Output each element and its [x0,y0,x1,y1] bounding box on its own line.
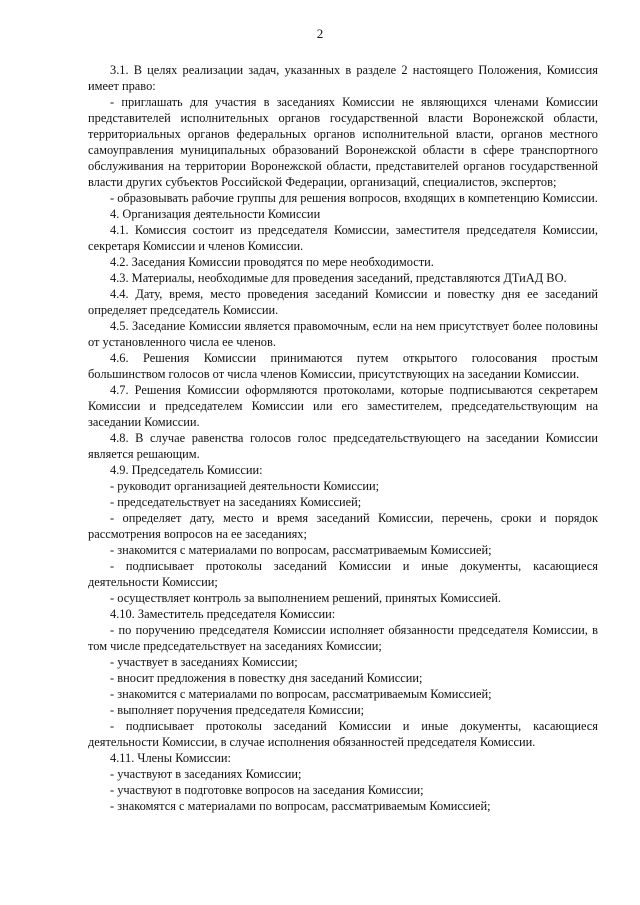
list-item-members-2: - участвуют в подготовке вопросов на заседания Комиссии; [110,783,424,797]
list-item-deputy-2: - участвует в заседаниях Комиссии; [110,655,298,669]
paragraph-4-1: 4.1. Комиссия состоит из председателя Комиссии, заместителя председателя Комиссии, секретаря Комиссии и членов Комиссии. [88,223,598,253]
paragraph-4-11: 4.11. Члены Комиссии: [110,751,231,765]
paragraph-4-3: 4.3. Материалы, необходимые для проведения заседаний, представляются ДТиАД ВО. [110,271,567,285]
list-item-members-1: - участвуют в заседаниях Комиссии; [110,767,302,781]
list-item-chair-5: - подписывает протоколы заседаний Комиссии и иные документы, касающиеся деятельности Комиссии; [88,559,598,589]
list-item-deputy-4: - знакомится с материалами по вопросам, рассматриваемым Комиссией; [110,687,492,701]
paragraph-4-7: 4.7. Решения Комиссии оформляются протоколами, которые подписываются секретарем Комиссии и председателем Комиссии или его заместителем, председательствующим на заседании Комиссии. [88,383,598,429]
paragraph-4-10: 4.10. Заместитель председателя Комиссии: [110,607,336,621]
paragraph-4-8: 4.8. В случае равенства голосов голос председательствующего на заседании Комиссии является решающим. [88,431,598,461]
paragraph-3-1: 3.1. В целях реализации задач, указанных в разделе 2 настоящего Положения, Комиссия имеет право: [88,63,598,93]
list-item-chair-2: - председательствует на заседаниях Комиссией; [110,495,362,509]
paragraph-4-4: 4.4. Дату, время, место проведения заседаний Комиссии и повестку дня ее заседаний определяет председатель Комиссии. [88,287,598,317]
list-item-chair-4: - знакомится с материалами по вопросам, рассматриваемым Комиссией; [110,543,492,557]
paragraph-4-2: 4.2. Заседания Комиссии проводятся по мере необходимости. [110,255,434,269]
list-item-chair-1: - руководит организацией деятельности Комиссии; [110,479,380,493]
paragraph-right-working-groups: - образовывать рабочие группы для решения вопросов, входящих в компетенцию Комиссии. [110,191,598,205]
section-heading-4: 4. Организация деятельности Комиссии [110,207,321,221]
list-item-deputy-3: - вносит предложения в повестку дня заседаний Комиссии; [110,671,423,685]
paragraph-4-9: 4.9. Председатель Комиссии: [110,463,263,477]
paragraph-4-6: 4.6. Решения Комиссии принимаются путем открытого голосования простым большинством голосов от числа членов Комиссии, присутствующих на заседании Комиссии. [88,351,598,381]
document-body [88,62,598,814]
paragraph-right-invite: - приглашать для участия в заседаниях Комиссии не являющихся членами Комиссии представителей исполнительных органов государственной власти Воронежской области, территориальных органов федеральных органов исполнительной власти, органов местного самоуправления муниципальных образований Воронежской области в сфере транспортного обслуживания на территории Воронежской области, представителей органов государственной власти других субъектов Российской Федерации, организаций, специалистов, экспертов; [88,95,598,189]
list-item-deputy-1: - по поручению председателя Комиссии исполняет обязанности председателя Комиссии, в том числе председательствует на заседаниях Комиссии; [88,623,598,653]
list-item-chair-3: - определяет дату, место и время заседаний Комиссии, перечень, сроки и порядок рассмотрения вопросов на ее заседаниях; [88,511,598,541]
list-item-members-3: - знакомятся с материалами по вопросам, рассматриваемым Комиссией; [110,799,491,813]
list-item-deputy-5: - выполняет поручения председателя Комиссии; [110,703,365,717]
paragraph-4-5: 4.5. Заседание Комиссии является правомочным, если на нем присутствует более половины от установленного числа ее членов. [88,319,598,349]
page-number: 2 [316,26,324,41]
list-item-chair-6: - осуществляет контроль за выполнением решений, принятых Комиссией. [110,591,501,605]
list-item-deputy-6: - подписывает протоколы заседаний Комиссии и иные документы, касающиеся деятельности Комиссии, в случае исполнения обязанностей председателя Комиссии. [88,719,598,749]
